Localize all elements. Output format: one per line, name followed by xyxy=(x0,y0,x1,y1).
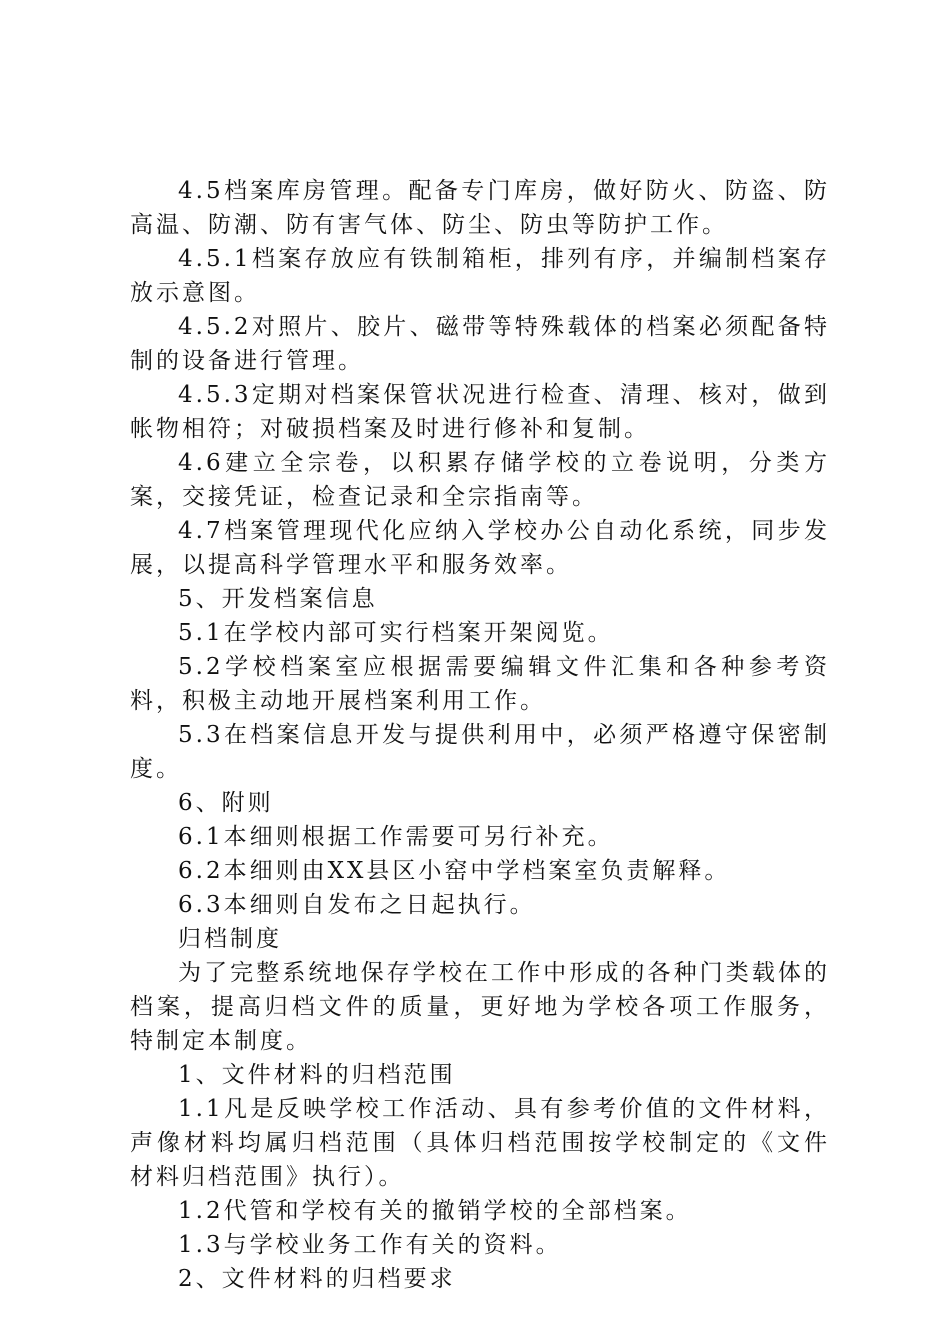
paragraph: 5.1在学校内部可实行档案开架阅览。 xyxy=(178,620,614,646)
paragraph: 6.1本细则根据工作需要可另行补充。 xyxy=(178,824,614,850)
document-title: 归档制度 xyxy=(178,926,282,952)
paragraph: 5.2学校档案室应根据需要编辑文件汇集和各种参考资料，积极主动地开展档案利用工作。 xyxy=(130,654,830,714)
paragraph: 5.3在档案信息开发与提供利用中，必须严格遵守保密制度。 xyxy=(130,722,830,782)
section-heading: 5、开发档案信息 xyxy=(178,586,378,612)
paragraph: 4.5.2对照片、胶片、磁带等特殊载体的档案必须配备特制的设备进行管理。 xyxy=(130,314,830,374)
paragraph: 1.1凡是反映学校工作活动、具有参考价值的文件材料，声像材料均属归档范围（具体归档范围按学校制定的《文件材料归档范围》执行）。 xyxy=(130,1096,830,1190)
paragraph: 1.3与学校业务工作有关的资料。 xyxy=(178,1232,562,1258)
paragraph: 4.5档案库房管理。配备专门库房，做好防火、防盗、防高温、防潮、防有害气体、防尘、防虫等防护工作。 xyxy=(130,178,830,238)
paragraph: 4.7档案管理现代化应纳入学校办公自动化系统，同步发展，以提高科学管理水平和服务效率。 xyxy=(130,518,830,578)
paragraph: 1.2代管和学校有关的撤销学校的全部档案。 xyxy=(178,1198,692,1224)
section-heading: 2、文件材料的归档要求 xyxy=(178,1266,456,1292)
paragraph: 4.6建立全宗卷，以积累存储学校的立卷说明，分类方案，交接凭证，检查记录和全宗指南等。 xyxy=(130,450,830,510)
paragraph: 4.5.1档案存放应有铁制箱柜，排列有序，并编制档案存放示意图。 xyxy=(130,246,830,306)
section-heading: 1、文件材料的归档范围 xyxy=(178,1062,456,1088)
document-body xyxy=(130,174,830,1296)
section-heading: 6、附则 xyxy=(178,790,274,816)
paragraph: 6.2本细则由XX县区小窑中学档案室负责解释。 xyxy=(178,858,731,884)
paragraph: 4.5.3定期对档案保管状况进行检查、清理、核对，做到帐物相符；对破损档案及时进行修补和复制。 xyxy=(130,382,830,442)
paragraph: 为了完整系统地保存学校在工作中形成的各种门类载体的档案，提高归档文件的质量，更好地为学校各项工作服务，特制定本制度。 xyxy=(130,960,830,1054)
paragraph: 6.3本细则自发布之日起执行。 xyxy=(178,892,536,918)
